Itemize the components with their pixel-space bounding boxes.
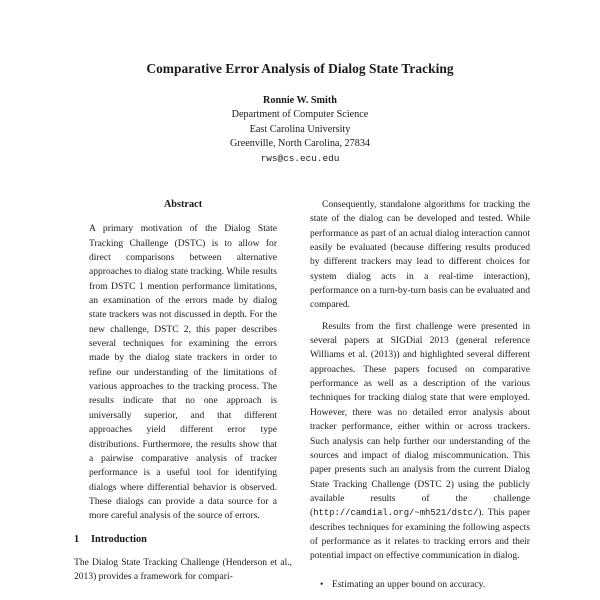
paragraph-first-challenge-text: Results from the first challenge were presented in several papers at SIGDial 2013 (general reference Williams et al. (2013)) and highlighted several different approaches. These papers focused on comparative performance as well as a description of the various techniques for tracking dialog state that were employed. However, there was no detailed error analysis about tracker performance, either within or across trackers. Such analysis can help further our understanding of the sources and impact of dialog miscommunication. This paper presents such an analysis from the current Dialog State Tracking Challenge (DSTC 2) using the publicly available results of the challenge ( bbox=[310, 320, 530, 519]
paragraph-first-challenge bbox=[310, 320, 530, 564]
section-heading-introduction bbox=[74, 533, 292, 547]
left-column bbox=[74, 198, 292, 585]
list-item-text: Estimating an upper bound on accuracy. bbox=[332, 578, 486, 590]
section-title: Introduction bbox=[91, 533, 147, 545]
author-department: Department of Computer Science bbox=[231, 109, 369, 121]
aspects-list bbox=[320, 578, 530, 592]
right-column bbox=[310, 198, 530, 592]
author-location: Greenville, North Carolina, 27834 bbox=[229, 138, 371, 150]
paragraph-first-challenge-end: ). This paper describes techniques for examining the following aspects of performance as it relates to tracking errors and their potential impact on effective communication in dialog. bbox=[310, 507, 530, 562]
abstract-heading: Abstract bbox=[163, 199, 203, 210]
author-university: East Carolina University bbox=[249, 123, 351, 135]
paragraph-standalone-algorithms: Consequently, standalone algorithms for tracking the state of the dialog can be developed and tested. While performance as part of an actual dialog interaction cannot easily be evaluated (because differing results produced by different trackers may lead to different choices for system dialog acts in a real-time interaction), performance on a turn-by-turn basis can be evaluated and compared. bbox=[310, 199, 531, 311]
list-item bbox=[320, 578, 530, 592]
author-name: Ronnie W. Smith bbox=[263, 95, 337, 106]
bullet-icon: • bbox=[320, 578, 324, 590]
author-email[interactable]: rws@cs.ecu.edu bbox=[260, 152, 340, 164]
author-block bbox=[0, 94, 600, 166]
introduction-paragraph: The Dialog State Tracking Challenge (Henderson et al., 2013) provides a framework for compari- bbox=[74, 556, 292, 583]
abstract-text: A primary motivation of the Dialog State Tracking Challenge (DSTC) is to allow for direct comparisons between alternative approaches to dialog state tracking. While results from DSTC 1 mention performance limitations, an examination of the errors made by dialog state trackers was not discussed in depth. For the new challenge, DSTC 2, this paper describes several techniques for examining the errors made by the dialog state trackers in order to refine our understanding of the limitations of various approaches to the tracking process. The results indicate that no one approach is universally superior, and that different approaches yield different error type distributions. Furthermore, the results show that a pairwise comparative analysis of tracker performance is a useful tool for identifying dialogs where differential behavior is observed. These dialogs can provide a data source for a more careful analysis of the source of errors. bbox=[89, 223, 277, 522]
challenge-url-link[interactable]: http://camdial.org/~mh521/dstc/ bbox=[313, 508, 479, 519]
section-number: 1 bbox=[74, 533, 80, 545]
paper-title: Comparative Error Analysis of Dialog State Tracking bbox=[146, 61, 454, 76]
abstract-body bbox=[89, 222, 277, 523]
